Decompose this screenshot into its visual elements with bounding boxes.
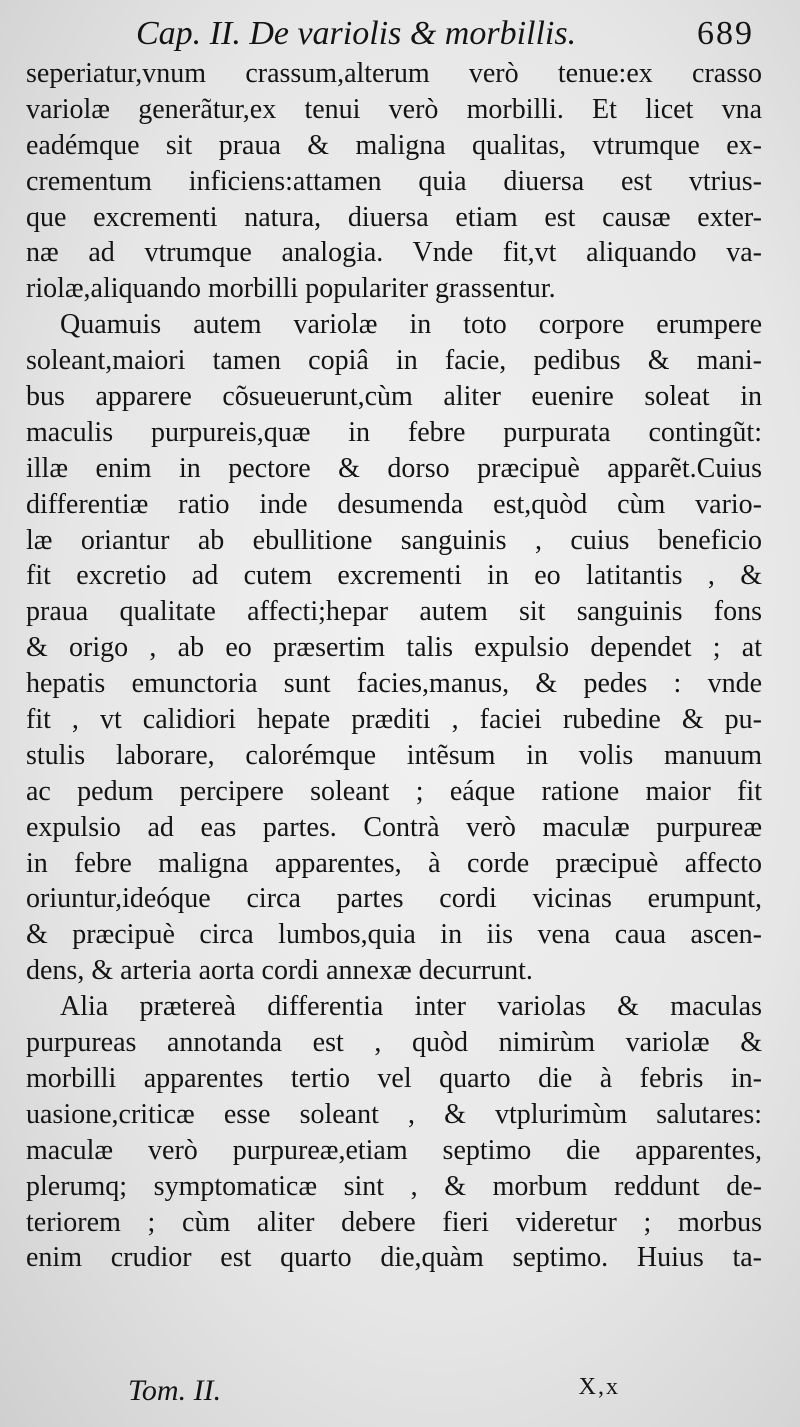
text-line: expulsio ad eas partes. Contrà verò maculæ purpureæ [26, 811, 762, 843]
signature-mark: X,x [578, 1374, 620, 1400]
text-line: riolæ,aliquando morbilli populariter grassentur. [26, 273, 556, 305]
text-line: teriorem ; cùm aliter debere fieri videretur ; morbus [26, 1206, 762, 1238]
text-line: variolæ generãtur,ex tenui verò morbilli. Et licet vna [26, 93, 762, 125]
text-line: plerumq; symptomaticæ sint , & morbum reddunt de- [26, 1170, 762, 1202]
text-line: purpureas annotanda est , quòd nimirùm variolæ & [26, 1027, 762, 1059]
text-line: que excrementi natura, diuersa etiam est causæ exter- [26, 201, 762, 233]
text-line: seperiatur,vnum crassum,alterum verò tenue:ex crasso [26, 58, 762, 89]
text-line: fit , vt calidiori hepate præditi , faciei rubedine & pu- [26, 704, 762, 736]
text-line: Alia prætereà differentia inter variolas & maculas [60, 991, 762, 1023]
text-line: illæ enim in pectore & dorso præcipuè apparẽt.Cuius [26, 452, 762, 484]
text-block [26, 56, 762, 1276]
text-line: soleant,maiori tamen copiâ in facie, pedibus & mani- [26, 345, 762, 377]
text-line: & origo , ab eo præsertim talis expulsio dependet ; at [26, 632, 762, 664]
text-line: uasione,criticæ esse soleant , & vtplurimùm salutares: [26, 1098, 762, 1130]
text-line: stulis laborare, calorémque intẽsum in volis manuum [26, 739, 762, 771]
text-line: in febre maligna apparentes, à corde præcipuè affecto [26, 847, 762, 879]
text-line: maculis purpureis,quæ in febre purpurata contingũt: [26, 416, 762, 448]
text-line: ac pedum percipere soleant ; eáque ratione maior fit [26, 775, 762, 807]
text-line: oriuntur,ideóque circa partes cordi vicinas erumpunt, [26, 883, 762, 915]
page-footer [0, 1374, 800, 1408]
text-line: bus apparere cõsueuerunt,cùm aliter euenire soleat in [26, 381, 762, 413]
text-line: maculæ verò purpureæ,etiam septimo die apparentes, [26, 1134, 762, 1166]
text-line: Quamuis autem variolæ in toto corpore erumpere [60, 309, 762, 341]
volume-label: Tom. II. [128, 1374, 222, 1407]
text-line: læ oriantur ab ebullitione sanguinis , cuius beneficio [26, 524, 762, 556]
text-line: & præcipuè circa lumbos,quia in iis vena caua ascen- [26, 919, 762, 951]
text-line: morbilli apparentes tertio vel quarto die à febris in- [26, 1062, 762, 1094]
text-line: hepatis emunctoria sunt facies,manus, & pedes : vnde [26, 668, 762, 700]
page-number: 689 [697, 15, 754, 52]
text-line: eadémque sit praua & maligna qualitas, vtrumque ex- [26, 129, 762, 161]
running-title: Cap. II. De variolis & morbillis. [136, 15, 577, 52]
text-line: crementum inficiens:attamen quia diuersa est vtrius- [26, 165, 762, 197]
text-line: dens, & arteria aorta cordi annexæ decurrunt. [26, 955, 533, 987]
text-line: enim crudior est quarto die,quàm septimo. Huius ta- [26, 1242, 762, 1274]
text-line: differentiæ ratio inde desumenda est,quòd cùm vario- [26, 488, 762, 520]
text-line: fit excretio ad cutem excrementi in eo latitantis , & [26, 560, 762, 592]
text-line: næ ad vtrumque analogia. Vnde fit,vt aliquando va- [26, 237, 762, 269]
running-head [26, 14, 762, 54]
text-line: praua qualitate affecti;hepar autem sit sanguinis fons [26, 596, 762, 628]
